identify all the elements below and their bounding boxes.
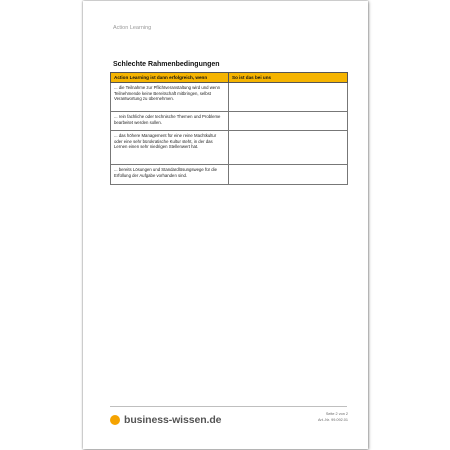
table-cell-condition: ... bereits Lösungen und Standardlösungswege für die Erfüllung der Aufgabe vorhanden sind. [111, 165, 229, 185]
table-row [111, 131, 348, 165]
table-cell-condition: ... die Teilnahme zur Pflichtveranstaltung wird und wenn Teilnehmende keine Bereitschaft mitbringen, selbst Verantwortung zu übernehmen. [111, 83, 229, 112]
brand-logo [110, 414, 221, 426]
table-row [111, 83, 348, 112]
document-page [83, 1, 368, 449]
table-cell-condition: ... rein fachliche oder technische Themen und Probleme bearbeitet werden sollen. [111, 112, 229, 131]
table-cell-answer[interactable] [229, 83, 348, 112]
section-title: Schlechte Rahmenbedingungen [113, 61, 220, 68]
column-header-our-situation: So ist das bei uns [229, 73, 348, 83]
document-header-label: Action Learning [113, 25, 152, 31]
page-number: Seite 2 von 2 [325, 412, 348, 416]
footer-divider [110, 406, 347, 407]
table-cell-condition: ... das höhere Management für eine reine Machtkultur oder eine sehr bürokratische Kultur steht, in der das Lernen einen sehr niedrigen Stellenwert hat. [111, 131, 229, 165]
column-header-condition: Action Learning ist dann erfolgreich, wenn [111, 73, 229, 83]
logo-dot-icon [110, 415, 120, 425]
table-row [111, 112, 348, 131]
table-cell-answer[interactable] [229, 112, 348, 131]
table-header-row [111, 73, 348, 83]
logo-text: business-wissen.de [124, 414, 222, 426]
assessment-table [110, 72, 348, 185]
table-cell-answer[interactable] [229, 131, 348, 165]
table-cell-answer[interactable] [229, 165, 348, 185]
page-info [318, 411, 348, 423]
table-row [111, 165, 348, 185]
article-number: Art.-Nr. 99.092.01 [318, 418, 348, 422]
